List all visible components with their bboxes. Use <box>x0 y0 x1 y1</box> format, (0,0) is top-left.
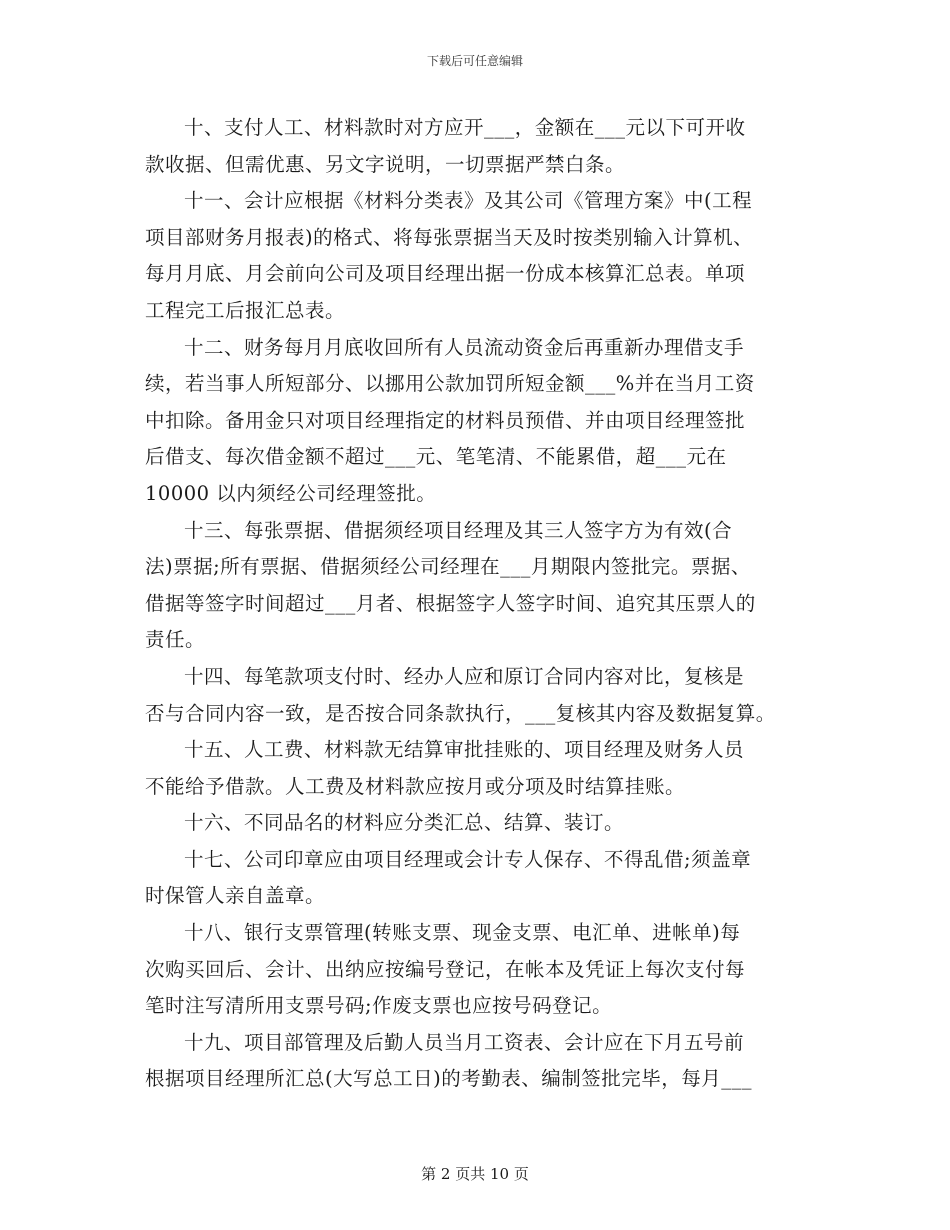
paragraph-line: 否与合同内容一致，是否按合同条款执行，___复核其内容及数据复算。 <box>145 701 776 725</box>
paragraph-line: 十二、财务每月月底收回所有人员流动资金后再重新办理借支手 <box>184 335 745 359</box>
document-body <box>145 110 810 1098</box>
paragraph-10 <box>145 110 810 183</box>
paragraph-line: 法)票据;所有票据、借据须经公司经理在___月期限内签批完。票据、 <box>145 555 751 579</box>
paragraph-18 <box>145 915 810 1025</box>
paragraph-line: 根据项目经理所汇总(大写总工日)的考勤表、编制签批完毕，每月___ <box>145 1067 752 1091</box>
page-header: 下载后可任意编辑 <box>426 54 523 68</box>
paragraph-line: 工程完工后报汇总表。 <box>145 298 346 322</box>
paragraph-line: 次购买回后、会计、出纳应按编号登记，在帐本及凭证上每次支付每 <box>145 957 746 981</box>
paragraph-line: 十四、每笔款项支付时、经办人应和原订合同内容对比，复核是 <box>184 664 745 688</box>
paragraph-19 <box>145 1025 810 1098</box>
paragraph-line: 笔时注写清所用支票号码;作废支票也应按号码登记。 <box>145 994 613 1018</box>
paragraph-line: 十、支付人工、材料款时对方应开___，金额在___元以下可开收 <box>184 116 746 139</box>
paragraph-line: 十九、项目部管理及后勤人员当月工资表、会计应在下月五号前 <box>184 1030 745 1054</box>
paragraph-line: 10000 以内须经公司经理签批。 <box>145 481 437 505</box>
paragraph-line: 不能给予借款。人工费及材料款应按月或分项及时结算挂账。 <box>145 774 686 798</box>
paragraph-12 <box>145 330 810 513</box>
paragraph-line: 十五、人工费、材料款无结算审批挂账的、项目经理及财务人员 <box>184 738 745 762</box>
paragraph-15 <box>145 732 810 805</box>
paragraph-line: 续，若当事人所短部分、以挪用公款加罚所短金额___%并在当月工资 <box>145 372 755 396</box>
paragraph-16 <box>145 805 810 842</box>
paragraph-13 <box>145 513 810 659</box>
paragraph-line: 十六、不同品名的材料应分类汇总、结算、装订。 <box>184 811 625 835</box>
paragraph-line: 每月月底、月会前向公司及项目经理出据一份成本核算汇总表。单项 <box>145 262 746 286</box>
paragraph-line: 时保管人亲自盖章。 <box>145 884 326 908</box>
paragraph-14 <box>145 659 810 732</box>
paragraph-line: 十八、银行支票管理(转账支票、现金支票、电汇单、进帐单)每 <box>184 921 741 945</box>
paragraph-line: 十三、每张票据、借据须经项目经理及其三人签字方为有效(合 <box>184 518 733 542</box>
page-footer: 第 2 页共 10 页 <box>421 1165 529 1183</box>
paragraph-line: 款收据、但需优惠、另文字说明，一切票据严禁白条。 <box>145 152 626 176</box>
paragraph-line: 后借支、每次借金额不超过___元、笔笔清、不能累借，超___元在 <box>145 445 727 469</box>
paragraph-line: 中扣除。备用金只对项目经理指定的材料员预借、并由项目经理签批 <box>145 408 746 432</box>
paragraph-line: 借据等签字时间超过___月者、根据签字人签字时间、追究其压票人的 <box>145 591 756 615</box>
paragraph-11 <box>145 183 810 329</box>
paragraph-line: 项目部财务月报表)的格式、将每张票据当天及时按类别输入计算机、 <box>145 225 754 249</box>
paragraph-line: 十七、公司印章应由项目经理或会计专人保存、不得乱借;须盖章 <box>184 847 752 871</box>
paragraph-17 <box>145 842 810 915</box>
paragraph-line: 责任。 <box>145 628 206 652</box>
paragraph-line: 十一、会计应根据《材料分类表》及其公司《管理方案》中(工程 <box>184 189 753 213</box>
